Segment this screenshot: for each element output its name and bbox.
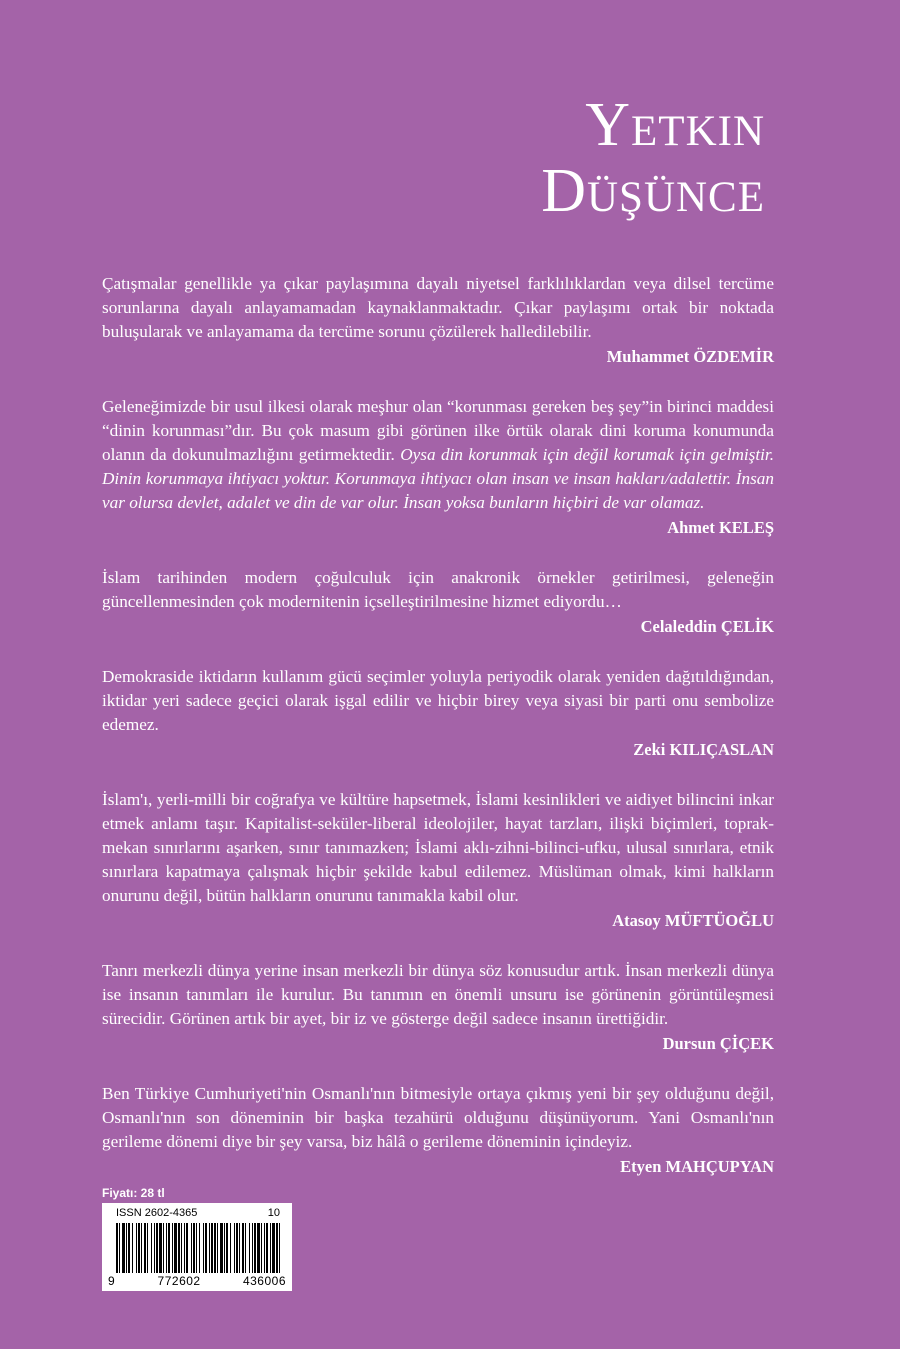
barcode-stripe (224, 1223, 225, 1273)
quote-author: Dursun ÇİÇEK (662, 1034, 774, 1053)
barcode-stripe (178, 1223, 180, 1273)
quote-block (102, 272, 774, 369)
barcode-stripe (181, 1223, 182, 1273)
issn-number: ISSN 2602-4365 (116, 1207, 198, 1219)
barcode (102, 1203, 292, 1291)
quote-block (102, 395, 774, 540)
issn-row (116, 1207, 280, 1219)
barcode-stripe (254, 1223, 256, 1273)
barcode-stripe (116, 1223, 118, 1273)
quote-author: Muhammet ÖZDEMİR (606, 347, 774, 366)
barcode-digit-group-2: 436006 (242, 1274, 286, 1288)
barcode-stripe (266, 1223, 268, 1273)
barcode-digit-group-1: 772602 (157, 1274, 201, 1288)
quotes-section (102, 272, 774, 1205)
barcode-stripe (211, 1223, 213, 1273)
quote-text: Ben Türkiye Cumhuriyeti'nin Osmanlı'nın bitmesiyle ortaya çıkmış yeni bir şey olduğunu değil, Osmanlı'nın son döneminin bir başka tezahürü olduğunu düşünüyorum. Yani Osmanlı'nın gerileme dönemi diye bir şey varsa, biz hâlâ o gerileme döneminin içindeyiz. (102, 1084, 774, 1151)
barcode-stripe (186, 1223, 188, 1273)
barcode-stripe (163, 1223, 164, 1273)
quote-text: Geleneğimizde bir usul ilkesi olarak meşhur olan “korunması gereken beş şey”in birinci maddesi “dinin korunması”dır. Bu çok masum gibi görünen ilke örtük olarak dini koruma konumunda olanın da dokunulmazlığını getirmektedir. (102, 397, 774, 464)
barcode-stripe (261, 1223, 262, 1273)
barcode-bars (116, 1223, 280, 1273)
barcode-stripe (239, 1223, 240, 1273)
quote-text: Tanrı merkezli dünya yerine insan merkezli bir dünya söz konusudur artık. İnsan merkezli dünya ise insanın tanımları ile kurulur. Bu tanımın en önemli unsuru ise görünenin görüntüleşmesi sürecidir. Görünen artık bir ayet, bir iz ve gösterge değil sadece insanın ürettiğidir. (102, 961, 774, 1028)
barcode-stripe (159, 1223, 162, 1273)
barcode-stripe (264, 1223, 265, 1273)
barcode-stripe (119, 1223, 120, 1273)
title-line-2: Düşünce (541, 157, 765, 225)
barcode-stripe (234, 1223, 235, 1273)
barcode-stripe (122, 1223, 125, 1273)
barcode-stripe (199, 1223, 200, 1273)
barcode-stripe (136, 1223, 137, 1273)
quote-block (102, 959, 774, 1056)
barcode-stripe (209, 1223, 210, 1273)
barcode-stripe (193, 1223, 195, 1273)
quote-author: Atasoy MÜFTÜOĞLU (612, 911, 774, 930)
quote-text: İslam tarihinden modern çoğulculuk için anakronik örnekler getirilmesi, geleneğin güncellenmesinden çok modernitenin içselleştirilmesine hizmet ediyordu… (102, 568, 774, 611)
barcode-stripe (166, 1223, 167, 1273)
barcode-digits (108, 1274, 286, 1288)
barcode-stripe (132, 1223, 133, 1273)
barcode-stripe (144, 1223, 146, 1273)
barcode-stripe (196, 1223, 197, 1273)
quote-author: Etyen MAHÇUPYAN (620, 1157, 774, 1176)
barcode-stripe (191, 1223, 192, 1273)
quote-block (102, 1082, 774, 1179)
barcode-stripe (272, 1223, 275, 1273)
barcode-stripe (276, 1223, 278, 1273)
barcode-stripe (230, 1223, 231, 1273)
price-label: Fiyatı: 28 tl (102, 1186, 165, 1200)
barcode-stripe (279, 1223, 280, 1273)
barcode-stripe (174, 1223, 177, 1273)
barcode-stripe (245, 1223, 246, 1273)
barcode-stripe (252, 1223, 253, 1273)
barcode-stripe (217, 1223, 218, 1273)
quote-text: Demokraside iktidarın kullanım gücü seçimler yoluyla periyodik olarak yeniden dağıtıldığından, iktidar yeri sadece geçici olarak işgal edilir ve hiçbir birey veya siyasi bir parti onu sembolize edemez. (102, 667, 774, 734)
book-title (541, 92, 765, 224)
barcode-stripe (270, 1223, 271, 1273)
barcode-stripe (205, 1223, 207, 1273)
barcode-stripe (168, 1223, 170, 1273)
barcode-stripe (138, 1223, 140, 1273)
barcode-stripe (126, 1223, 127, 1273)
barcode-stripe (156, 1223, 158, 1273)
barcode-stripe (147, 1223, 148, 1273)
barcode-stripe (128, 1223, 130, 1273)
barcode-stripe (249, 1223, 250, 1273)
barcode-stripe (242, 1223, 244, 1273)
quote-block (102, 788, 774, 933)
issue-number: 10 (267, 1207, 280, 1219)
barcode-stripe (154, 1223, 155, 1273)
quote-block (102, 665, 774, 762)
barcode-stripe (172, 1223, 173, 1273)
quote-author: Celaleddin ÇELİK (640, 617, 774, 636)
barcode-digit-first: 9 (108, 1274, 116, 1288)
barcode-stripe (203, 1223, 204, 1273)
barcode-stripe (184, 1223, 185, 1273)
barcode-stripe (257, 1223, 260, 1273)
barcode-stripe (236, 1223, 238, 1273)
title-line-1: Yetkin (585, 91, 765, 159)
quote-block (102, 566, 774, 639)
quote-italic-text: Oysa din korunmak için değil korumak için gelmiştir. Dinin korunmaya ihtiyacı yoktur. Korunmaya ihtiyacı olan insan ve insan hakları/adalettir. İnsan var olursa devlet, adalet ve din de var olur. İnsan yoksa bunların hiçbiri de var olamaz. (102, 445, 775, 512)
quote-text: Çatışmalar genellikle ya çıkar paylaşımına dayalı niyetsel farklılıklardan veya dilsel tercüme sorunlarına dayalı anlayamamadan kaynaklanmaktadır. Çıkar paylaşımı ortak bir noktada buluşularak ve anlayamama da tercüme sorunu çözülerek halledilebilir. (102, 274, 774, 341)
quote-text: İslam'ı, yerli-milli bir coğrafya ve kültüre hapsetmek, İslami kesinlikleri ve aidiyet bilincini inkar etmek anlamı taşır. Kapitalist-seküler-liberal ideolojiler, hayat tarzları, ilişki biçimleri, toprak-mekan sınırlarını aşarken, sınır tanımazken; İslami aklı-zihni-bilinci-ufku, ulusal sınırlara, etnik sınırlara kapatmaya çalışmak hiçbir şekilde kabul edilemez. Müslüman olmak, kimi halkların onurunu değil, bütün halkların onurunu tanımakla kabil olur. (102, 790, 774, 905)
quote-paragraph (102, 395, 774, 515)
quote-author: Zeki KILIÇASLAN (633, 740, 774, 759)
barcode-stripe (151, 1223, 152, 1273)
barcode-stripe (141, 1223, 142, 1273)
barcode-stripe (220, 1223, 223, 1273)
barcode-stripe (226, 1223, 228, 1273)
barcode-stripe (214, 1223, 216, 1273)
quote-author: Ahmet KELEŞ (667, 518, 774, 537)
